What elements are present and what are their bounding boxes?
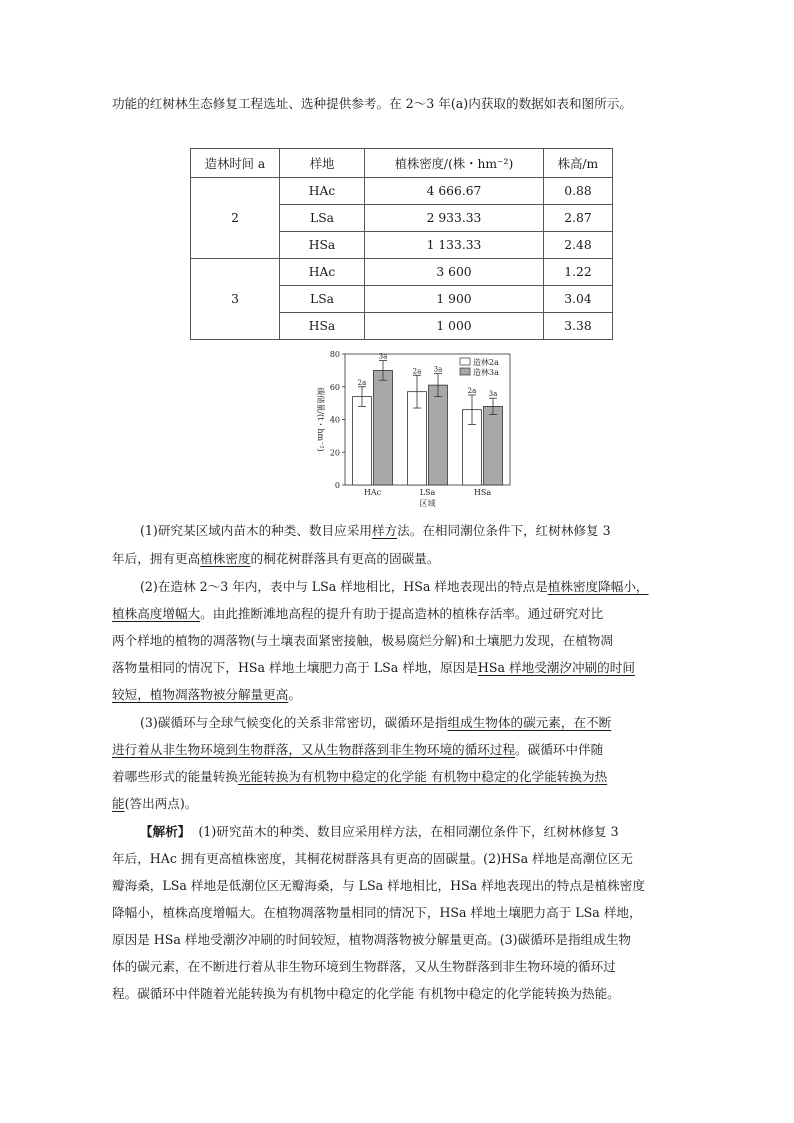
x-tick-label: HAc bbox=[363, 488, 382, 497]
site-cell: HSa bbox=[280, 232, 365, 259]
height-cell: 2.87 bbox=[544, 205, 613, 232]
q2-line-4: 落物量相同的情况下，HSa 样地土壤肥力高于 LSa 样地，原因是HSa 样地受潮汐冲刷的时间 bbox=[112, 660, 635, 675]
legend-swatch bbox=[460, 358, 470, 365]
q3-line-3: 着哪些形式的能量转换光能转换为有机物中稳定的化学能 有机物中稳定的化学能转换为热 bbox=[112, 769, 608, 784]
density-cell: 4 666.67 bbox=[365, 178, 544, 205]
site-cell: HAc bbox=[280, 259, 365, 286]
carbon-storage-bar-chart bbox=[300, 348, 520, 513]
y-tick-label: 20 bbox=[329, 448, 340, 458]
year-cell: 2 bbox=[191, 178, 280, 259]
analysis-tag: 【解析】 bbox=[140, 824, 191, 839]
legend-label: 造林3a bbox=[473, 368, 499, 377]
answer-energy: 光能转换为有机物中稳定的化学能 有机物中稳定的化学能转换为热 bbox=[237, 769, 608, 784]
answer-hsa-feature: 植株密度降幅小， bbox=[547, 579, 649, 594]
density-cell: 2 933.33 bbox=[365, 205, 544, 232]
q1-line-1: (1)研究某区域内苗木的种类、数目应采用样方法。在相同潮位条件下，红树林修复 3 bbox=[140, 523, 611, 538]
height-cell: 1.22 bbox=[544, 259, 613, 286]
legend-label: 造林2a bbox=[473, 358, 499, 367]
site-cell: HSa bbox=[280, 313, 365, 340]
answer-carbon-cycle: 组成生物体的碳元素，在不断 bbox=[447, 715, 612, 730]
header-height: 株高/m bbox=[544, 149, 613, 178]
x-tick-label: LSa bbox=[419, 488, 436, 497]
q3-line-1: (3)碳循环与全球气候变化的关系非常密切，碳循环是指组成生物体的碳元素，在不断 bbox=[140, 715, 612, 730]
data-label: 2a bbox=[357, 378, 367, 387]
y-axis-label: 碳储量/(t・hm⁻²) bbox=[316, 387, 325, 452]
q2-line-1: (2)在造林 2～3 年内，表中与 LSa 样地相比，HSa 样地表现出的特点是植株密度降幅小， bbox=[140, 579, 649, 594]
y-tick-label: 0 bbox=[334, 481, 340, 490]
answer-quadrat: 样方 bbox=[371, 523, 398, 538]
data-table bbox=[190, 148, 613, 340]
answer-density: 植株密度 bbox=[200, 551, 251, 566]
analysis-line-6: 体的碳元素，在不断进行着从非生物环境到生物群落，又从生物群落到非生物环境的循环过 bbox=[112, 959, 616, 974]
height-cell: 0.88 bbox=[544, 178, 613, 205]
q2-line-2: 植株高度增幅大。由此推断滩地高程的提升有助于提高造林的植株存活率。通过研究对比 bbox=[112, 606, 604, 621]
header-site: 样地 bbox=[280, 149, 365, 178]
y-tick-label: 40 bbox=[329, 415, 340, 425]
analysis-line-4: 降幅小，植株高度增幅大。在植物凋落物量相同的情况下，HSa 样地土壤肥力高于 LSa 样地， bbox=[112, 905, 642, 920]
height-cell: 3.04 bbox=[544, 286, 613, 313]
analysis-line-7: 程。碳循环中伴随着光能转换为有机物中稳定的化学能 有机物中稳定的化学能转换为热能。 bbox=[112, 986, 620, 1001]
answer-reason: HSa 样地受潮汐冲刷的时间 bbox=[477, 660, 635, 675]
table-row bbox=[191, 259, 613, 286]
data-label: 2a bbox=[467, 386, 477, 395]
data-label: 3a bbox=[378, 352, 388, 361]
x-tick-label: HSa bbox=[473, 488, 492, 497]
bar-LSa-1 bbox=[429, 385, 448, 485]
year-cell: 3 bbox=[191, 259, 280, 340]
intro-line: 功能的红树林生态修复工程选址、选种提供参考。在 2～3 年(a)内获取的数据如表和图所示。 bbox=[112, 96, 632, 111]
bar-HSa-1 bbox=[484, 406, 503, 485]
y-tick-label: 60 bbox=[329, 382, 340, 392]
q3-line-4: 能(答出两点)。 bbox=[112, 796, 198, 811]
bar-HAc-0 bbox=[353, 397, 372, 485]
q2-line-5: 较短，植物凋落物被分解量更高。 bbox=[112, 687, 301, 702]
table-row bbox=[191, 178, 613, 205]
legend-swatch bbox=[460, 368, 470, 375]
y-tick-label: 80 bbox=[329, 350, 340, 359]
analysis-line-3: 瓣海桑，LSa 样地是低潮位区无瓣海桑，与 LSa 样地相比，HSa 样地表现出的特点是植株密度 bbox=[112, 878, 645, 893]
header-density: 植株密度/(株・hm⁻²) bbox=[365, 149, 544, 178]
analysis-line-5: 原因是 HSa 样地受潮汐冲刷的时间较短，植物凋落物被分解量更高。(3)碳循环是指组成生物 bbox=[112, 932, 631, 947]
bar-HAc-1 bbox=[374, 370, 393, 485]
q3-line-2: 进行着从非生物环境到生物群落，又从生物群落到非生物环境的循环过程。碳循环中伴随 bbox=[112, 742, 604, 757]
density-cell: 1 000 bbox=[365, 313, 544, 340]
q2-line-3: 两个样地的植物的凋落物(与土壤表面紧密接触，极易腐烂分解)和土壤肥力发现，在植物凋 bbox=[112, 633, 613, 648]
x-axis-label: 区域 bbox=[419, 499, 436, 508]
height-cell: 3.38 bbox=[544, 313, 613, 340]
density-cell: 1 900 bbox=[365, 286, 544, 313]
table-header-row bbox=[191, 149, 613, 178]
height-cell: 2.48 bbox=[544, 232, 613, 259]
data-label: 2a bbox=[412, 367, 422, 376]
site-cell: HAc bbox=[280, 178, 365, 205]
data-label: 3a bbox=[433, 365, 443, 374]
site-cell: LSa bbox=[280, 205, 365, 232]
density-cell: 1 133.33 bbox=[365, 232, 544, 259]
analysis-line-1: 【解析】 (1)研究苗木的种类、数目应采用样方法，在相同潮位条件下，红树林修复 3 bbox=[140, 824, 619, 839]
header-time: 造林时间 a bbox=[191, 149, 280, 178]
q1-line-2: 年后，拥有更高植株密度的桐花树群落具有更高的固碳量。 bbox=[112, 551, 440, 566]
analysis-line-2: 年后，HAc 拥有更高植株密度，其桐花树群落具有更高的固碳量。(2)HSa 样地是高潮位区无 bbox=[112, 851, 633, 866]
data-label: 3a bbox=[488, 390, 498, 399]
density-cell: 3 600 bbox=[365, 259, 544, 286]
site-cell: LSa bbox=[280, 286, 365, 313]
